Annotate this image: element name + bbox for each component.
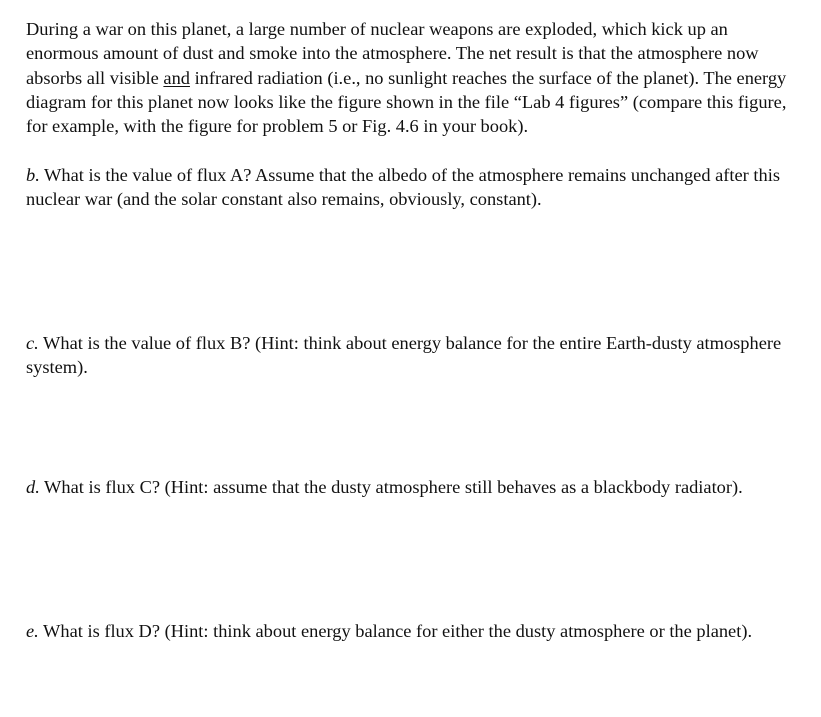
question-b-letter: b.: [26, 165, 40, 185]
intro-underlined-word: and: [163, 67, 190, 88]
question-e-letter: e.: [26, 621, 39, 641]
question-c-text: What is the value of flux B? (Hint: think about energy balance for the entire Earth-dusty atmosphere system).: [26, 333, 782, 378]
question-d: [26, 475, 796, 499]
question-c: [26, 331, 796, 380]
question-d-letter: d.: [26, 477, 40, 497]
question-e-text: What is flux D? (Hint: think about energy balance for either the dusty atmosphere or the planet).: [38, 621, 753, 641]
intro-text-part2: infrared radiation (i.e., no sunlight reaches the surface of the planet). The energy diagram for this planet now looks like the figure shown in the file “Lab 4 figures” (compare this figure, for example, with the figure for problem 5 or Fig. 4.6 in your book).: [26, 67, 787, 137]
intro-paragraph: [26, 17, 796, 138]
question-d-text: What is flux C? (Hint: assume that the dusty atmosphere still behaves as a blackbody radiator).: [39, 477, 743, 497]
question-c-letter: c.: [26, 333, 39, 353]
document-page: [26, 17, 796, 641]
intro-text-part1: During a war on this planet, a large number of nuclear weapons are exploded, which kick up an enormous amount of dust and smoke into the atmosphere. The net result is that the atmosphere now absorbs all visible: [26, 19, 759, 88]
question-b-text: What is the value of flux A? Assume that the albedo of the atmosphere remains unchanged after this nuclear war (and the solar constant also remains, obviously, constant).: [26, 165, 780, 210]
question-b: [26, 163, 796, 212]
question-e: [26, 619, 796, 643]
